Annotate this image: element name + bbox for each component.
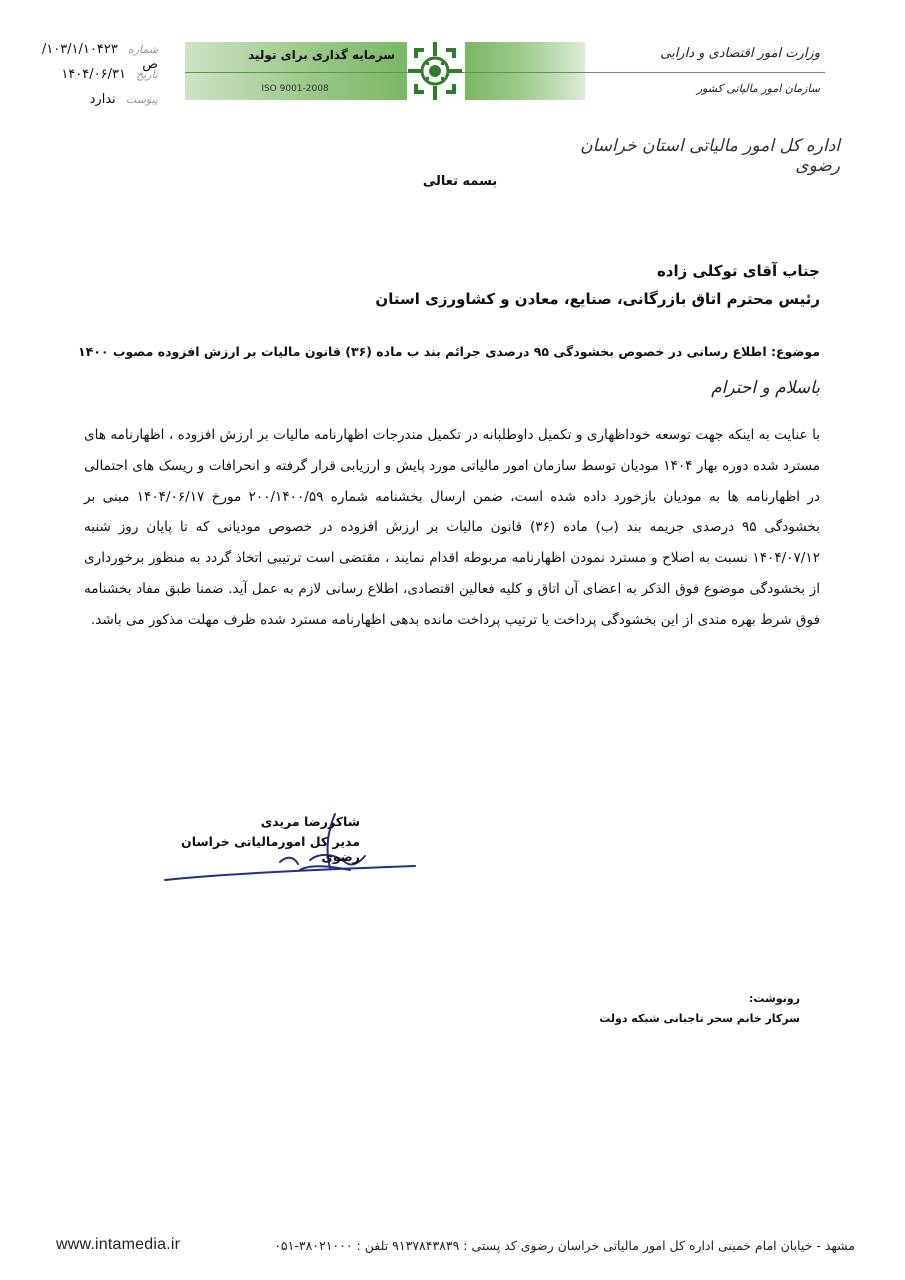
letter-date-label: تاریخ (136, 68, 158, 81)
cc-label: رونوشت: (748, 992, 800, 1005)
ministry-name: وزارت امور اقتصادی و دارایی (660, 46, 820, 61)
slogan: سرمایه گذاری برای تولید (248, 48, 395, 62)
header-divider (185, 72, 825, 73)
greeting: باسلام و احترام (711, 378, 820, 398)
letter-number-label: شماره (127, 43, 158, 56)
bismillah: بسمه تعالی (422, 174, 498, 189)
letter-attachment (38, 92, 158, 107)
organization-name: سازمان امور مالیاتی کشور (696, 82, 820, 95)
recipient-title: رئیس محترم اتاق بازرگانی، صنایع، معادن و کشاورزی استان (375, 290, 820, 308)
letter-date-value: ۱۴۰۴/۰۶/۳۱ (61, 67, 126, 82)
iso-label: ISO 9001-2008 (261, 84, 329, 94)
letter-body: با عنایت به اینکه جهت توسعه خوداظهاری و تکمیل داوطلبانه در تکمیل مندرجات اظهارنامه مالیات بر ارزش افزوده ، اظهارنامه های مسترد شده دوره بهار ۱۴۰۴ مودیان توسط سازمان امور مالیاتی مورد پایش و ارزیابی قرار گرفته و انحرافات و ریسک های احتمالی در اظهارنامه ها به مودیان بازخورد داده شده است، ضمن ارسال بخشنامه شماره ۲۰۰/۱۴۰۰/۵۹ مورخ ۱۴۰۴/۰۶/۱۷ مبنی بر بخشودگی ۹۵ درصدی جریمه بند (ب) ماده (۳۶) قانون مالیات بر ارزش افزوده در خصوص مودیانی که تا پایان روز شنبه ۱۴۰۴/۰۷/۱۲ نسبت به اصلاح و مسترد نمودن اظهارنامه مربوطه اقدام نمایند ، مقتضی است ترتیبی اتخاذ گردد به منظور برخورداری از بخشودگی موضوع فوق الذکر به اعضای آن اتاق و کلیه فعالین اقتصادی، اطلاع رسانی لازم به عمل آید. ضمنا طبق مفاد بخشنامه فوق شرط بهره مندی از این بخشودگی پرداخت یا ترتیب پرداخت مانده بدهی اظهارنامه مسترد شده ظرف مهلت مذکور می باشد. (84, 427, 820, 628)
header-band-right (465, 42, 585, 100)
tax-organization-logo-icon (406, 40, 464, 102)
footer-website: www.intamedia.ir (56, 1236, 181, 1253)
signatory-name: شاکررضا مریدی (260, 814, 360, 829)
department-name: اداره کل امور مالیاتی استان خراسان رضوی (580, 136, 840, 176)
letter-number-value: ۱۰۳/۱/۱۰۴۲۳/ص (41, 42, 158, 72)
cc-recipient: سرکار خانم سحر تاجبانی شبکه دولت (599, 1012, 800, 1025)
footer-address: مشهد - خیابان امام خمینی اداره کل امور مالیاتی خراسان رضوی کد پستی : ۹۱۳۷۸۴۳۸۳۹ تلفن : ۳۸۰۲۱۰۰۰-۰۵۱ (274, 1238, 855, 1253)
signatory-title: مدیر کل امورمالیاتی خراسان رضوی (181, 834, 360, 864)
letter-subject: موضوع: اطلاع رسانی در خصوص بخشودگی ۹۵ درصدی جرائم بند ب ماده (۳۶) قانون مالیات بر ارزش افزوده مصوب ۱۴۰۰ (78, 344, 820, 359)
letter-date (38, 67, 158, 82)
recipient-name: جناب آقای توکلی زاده (656, 262, 820, 280)
letter-attachment-label: پیوست (125, 93, 158, 106)
letter-attachment-value: ندارد (89, 92, 116, 107)
